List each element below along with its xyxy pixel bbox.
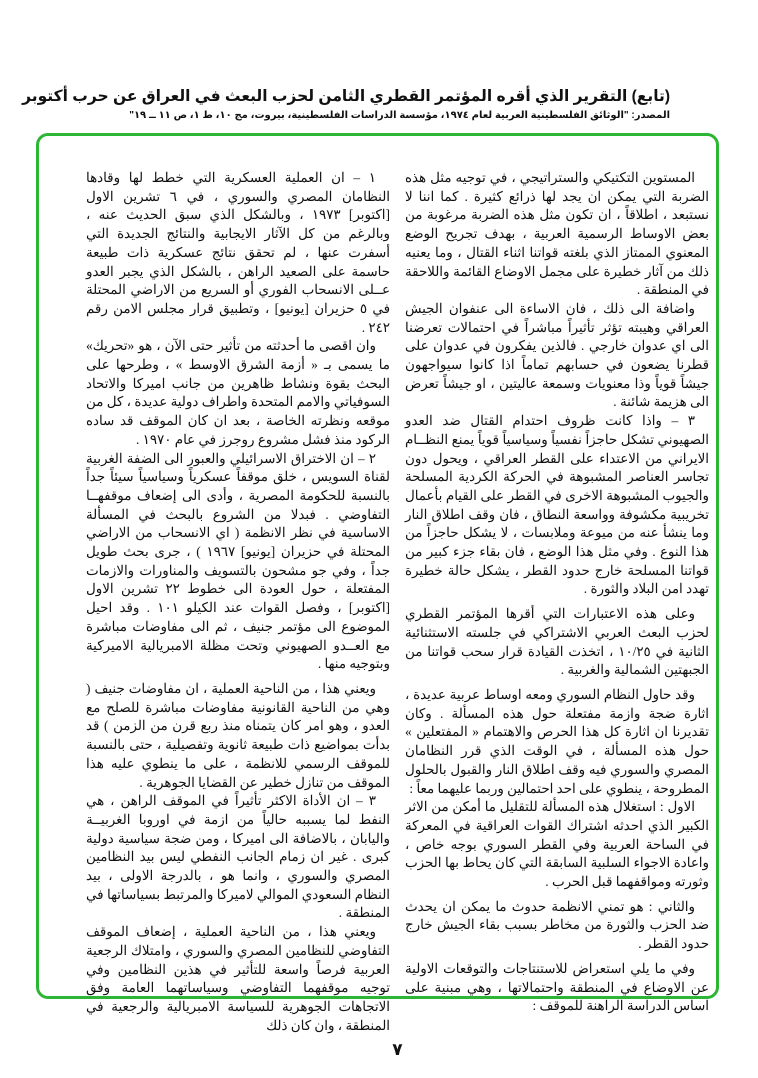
right-column [405, 169, 709, 1016]
left-column [86, 169, 390, 1035]
paragraph: ١ – ان العملية العسكرية التي خطط لها وقادها النظامان المصري والسوري ، في ٦ تشرين الاول [اكتوبر] ١٩٧٣ ، وبالشكل الذي سبق الحديث عنه ، وبالرغم من كل الآثار الايجابية والنتائج الجديدة التي أسفرت عنها ، لم تحقق نتائج عسكرية ذات طبيعة حاسمة على الصعيد الراهن ، بالشكل الذي يجبر العدو عــلى الانسحاب الفوري أو السريع من الاراضي المحتلة في ٥ حزيران [يونيو] ، وتطبيق قرار مجلس الامن رقم ٢٤٢ . [86, 170, 391, 335]
paragraph: وعلى هذه الاعتبارات التي أقرها المؤتمر القطري لحزب البعث العربي الاشتراكي في جلسته الاستثنائية الثانية في ١٠/٢٥ ، اتخذت القيادة قرار سحب قواتنا من الجبهتين الشمالية والغربية . [405, 606, 709, 678]
document-title: (تابع) التقرير الذي أقره المؤتمر القطري الثامن لحزب البعث في العراق عن حرب أكتوبر [22, 88, 670, 105]
paragraph: وقد حاول النظام السوري ومعه اوساط عربية عديدة ، اثارة ضجة وازمة مفتعلة حول هذه المسألة . وكان تقديرنا ان اثارة كل هذا الحرص والاهتمام « المفتعلين » حول هذه المسألة ، في الوقت الذي قرر النظامان المصري والسوري فيه وقف اطلاق النار والقبول بالحلول المطروحة ، ينطوي على احد احتمالين وربما عليهما معاً : [405, 686, 709, 796]
paragraph: ٣ – ان الأداة الاكثر تأثيراً في الموقف الراهن ، هي النفط لما يسببه حالياً من ازمة في اوروبا الغربيــة واليابان ، بالاضافة الى اميركا ، ومن ضجة سياسية دولية كبرى . غير ان زمام الجانب النفطي ليس بيد النظامين المصري والسوري ، وانما هو ، بالدرجة الاولى ، بيد النظام السعودي الموالي لاميركا والمرتبط بسياساتها في المنطقة . [86, 793, 390, 921]
paragraph: ويعني هذا ، من الناحية العملية ، إضعاف الموقف التفاوضي للنظامين المصري والسوري ، وامتلاك الرجعية العربية فرصاً واسعة للتأثير في هذين النظامين وفي توجيه موقفهما التفاوضي وسياساتهما العامة وفق الاتجاهات الجوهرية للسياسة الامبريالية والرجعية في المنطقة ، وان كان ذلك [86, 924, 390, 1033]
document-header [22, 86, 670, 124]
paragraph: وفي ما يلي استعراض للاستنتاجات والتوقعات الاولية عن الاوضاع في المنطقة واحتمالاتها ، وهي مبنية على اساس الدراسة الراهنة للموقف : [405, 960, 709, 1014]
paragraph: ٣ – واذا كانت ظروف احتدام القتال ضد العدو الصهيوني تشكل حاجزاً نفسياً وسياسياً قوياً يمنع النظــام الايراني من الاعتداء على القطر العراقي ، ويحول دون تجاسر العناصر المشبوهة في الحركة الكردية المسلحة والجيوب المشبوهة الاخرى في القطر على القيام بأعمال تخريبية مكشوفة وواسعة النطاق ، فان وقف اطلاق النار وما ينشأ عنه من ميوعة وملابسات ، لا يشكل حاجزاً من هذا النوع . وفي مثل هذا الوضع ، فان بقاء جزء كبير من قواتنا المسلحة خارج حدود القطر ، يشكل حالة خطيرة تهدد امن البلاد والثورة . [405, 413, 709, 597]
paragraph: الاول : استغلال هذه المسألة للتقليل ما أمكن من الاثر الكبير الذي احدثه اشتراك القوات العراقية في المعركة في الساحة العربية وفي القطر السوري بوجه خاص ، واعادة الاجواء السلبية السابقة التي كان يحاط بها الحزب وثورته ومواقفهما قبل الحرب . [405, 799, 709, 890]
paragraph: المستوين التكتيكي والستراتيجي ، في توجيه مثل هذه الضربة التي يمكن ان يجد لها ذرائع كثيرة . كما اننا لا نستبعد ، اطلاقاً ، ان تكون مثل هذه الضربة مرغوبة من بعض الاوساط الرسمية العربية ، بهدف تجريح الوضع المعنوي الممتاز الذي بلغته قواتنا اثناء القتال ، وما يعنيه ذلك من آثار خطيرة على مجمل الاوضاع القائمة واللاحقة في المنطقة . [405, 170, 709, 298]
paragraph: ويعني هذا ، من الناحية العملية ، ان مفاوضات جنيف ( وهي من الناحية القانونية مفاوضات مباشرة للصلح مع العدو ، وهو امر كان يتمناه منذ ربع قرن من الزمن ) قد بدأت بمواضيع ذات طبيعة ثانوية وتفصيلية ، حتى بالنسبة للموقف الرسمي للانظمة ، على ما ينطوي عليه هذا الموقف من تنازل خطير عن القضايا الجوهرية . [86, 680, 390, 790]
paragraph: والثاني : هو تمني الانظمة حدوث ما يمكن ان يحدث ضد الحزب والثورة من مخاطر بسبب بقاء الجيش خارج حدود القطر . [405, 898, 709, 952]
paragraph: واضافة الى ذلك ، فان الاساءة الى عنفوان الجيش العراقي وهيبته تؤثر تأثيراً مباشراً في احتمالات تعرضنا الى اي عدوان خارجي . فالذين يفكرون في عدوان على قطرنا يضعون في حسابهم تماماً اذا كانوا سيواجهون جيشاً قوياً وذا معنويات وسمعة عاليتين ، او جيشاً تعرض الى هزيمة شائنة . [405, 300, 709, 410]
page-number: ٧ [392, 1040, 403, 1060]
paragraph: ٢ – ان الاختراق الاسرائيلي والعبور الى الضفة الغربية لقناة السويس ، خلق موقفاً عسكرياً وسياسياً سيئاً جداً بالنسبة للحكومة المصرية ، وأدى الى إضعاف موقفهــا التفاوضي . فبدلا من الشروع بالبحث في المسألة الاساسية في نظر الانظمة ( اي الانسحاب من الاراضي المحتلة في حزيران [يونيو] ١٩٦٧ ) ، جرى بحث طويل جداً ، وفي جو مشحون بالتسويف والمناورات والازمات المفتعلة ، حول العودة الى خطوط ٢٢ تشرين الاول [اكتوبر] ، وفصل القوات عند الكيلو ١٠١ . وقد احيل الموضوع الى مؤتمر جنيف ، ثم الى مفاوضات مباشرة مع العــدو الصهيوني وتحت مظلة الامبريالية الاميركية وبتوجيه منها . [86, 450, 391, 672]
source-citation: المصدر: "الوثائق الفلسطينية العربية لعام ١٩٧٤، مؤسسة الدراسات الفلسطينية، بيروت، مج ١٠، ط ١، ص ١١ ــ ١٩" [129, 110, 670, 121]
paragraph: وان اقصى ما أحدثته من تأثير حتى الآن ، هو «تحريك» ما يسمى بـ « أزمة الشرق الاوسط » ، وطرحها على البحث بقوة ونشاط ظاهرين من جانب اميركا والاتحاد السوفياتي والامم المتحدة واطراف دولية عديدة ، كل من موقعه ونظرته الخاصة ، بعد ان كان الموقف قد ساده الركود منذ فشل مشروع روجرز في عام ١٩٧٠ . [86, 338, 390, 447]
